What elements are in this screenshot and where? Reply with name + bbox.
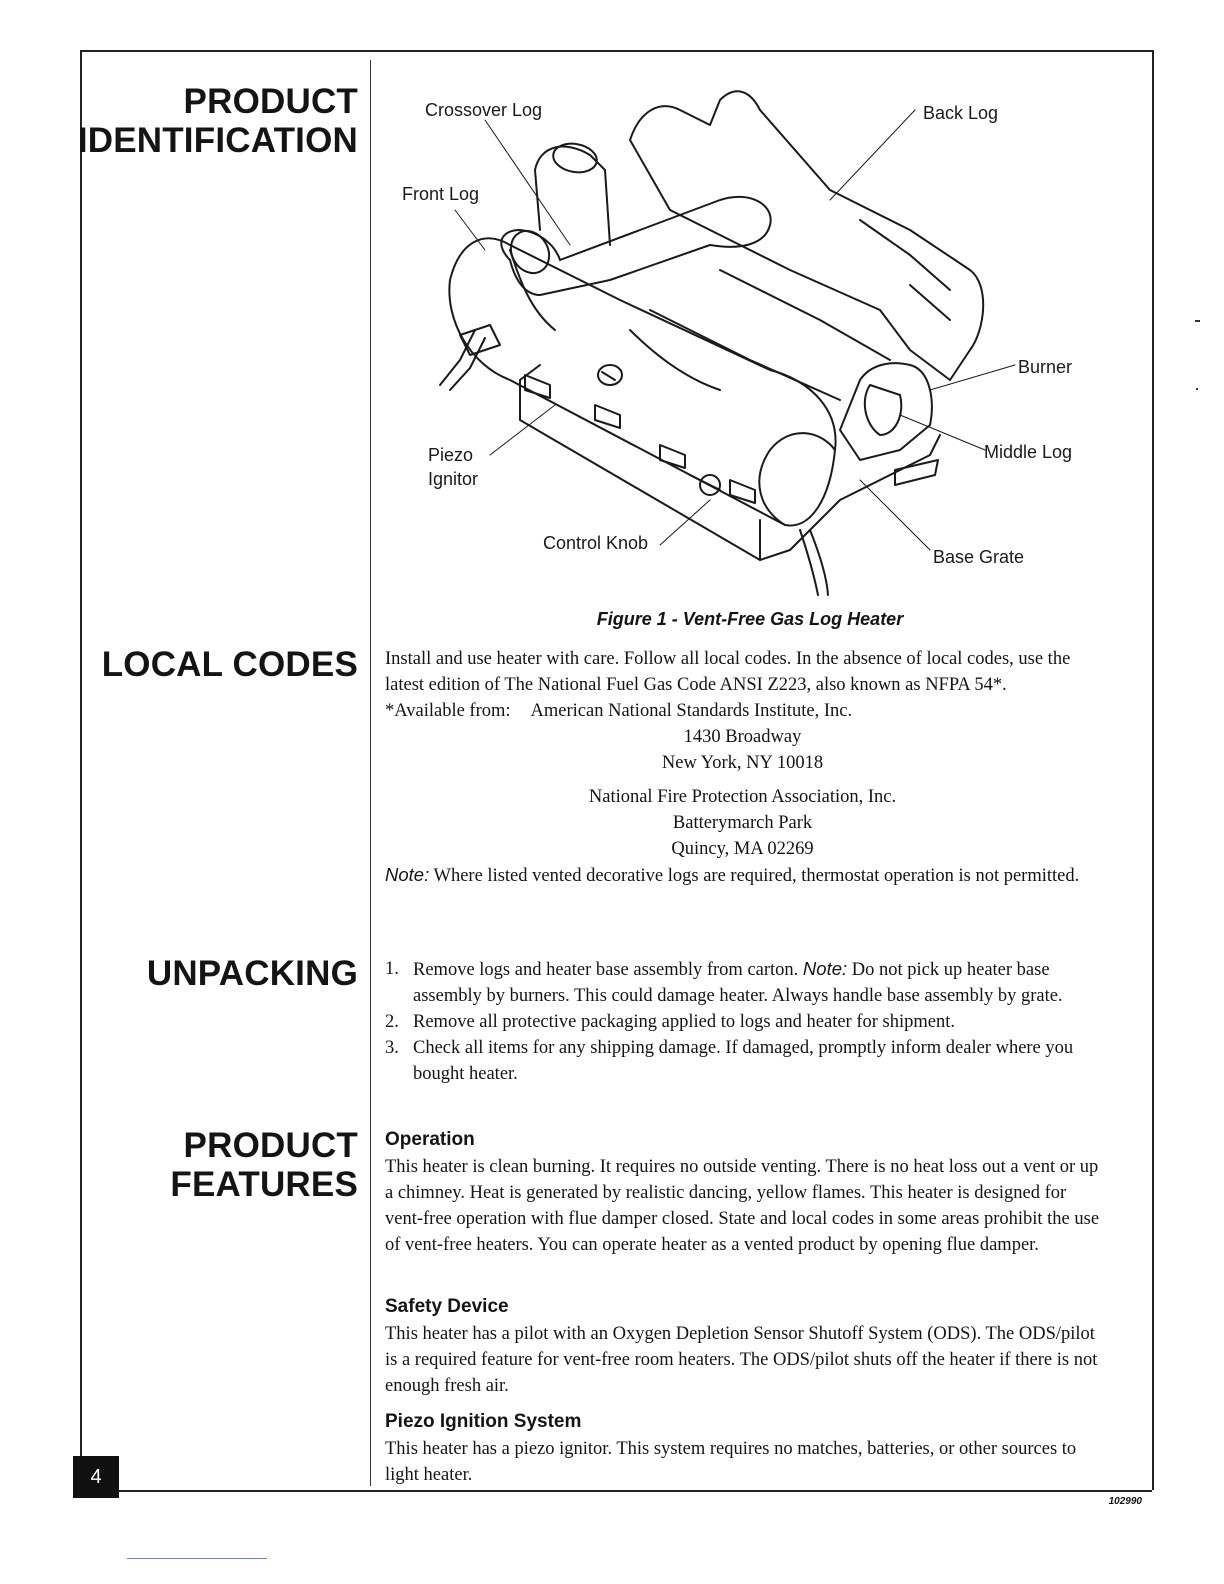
safety-device-text: This heater has a pilot with an Oxygen Depletion Sensor Shutoff System (ODS). The ODS/pilot is a required feature for vent-free room heaters. The ODS/pilot shuts off the heater if there is not enough fresh air. (385, 1324, 1098, 1396)
list-item: 2. Remove all protective packaging applied to logs and heater for shipment. (385, 1012, 955, 1032)
label-piezo: Piezo (428, 445, 474, 465)
page-frame-left (80, 50, 82, 1490)
burner-shape (650, 270, 890, 400)
middle-log-shape (840, 363, 932, 460)
label-crossover-log: Crossover Log (425, 100, 543, 120)
heading-product-features: PRODUCT FEATURES (170, 1126, 358, 1204)
page-number: 4 (73, 1456, 119, 1498)
heading-local-codes: LOCAL CODES (101, 645, 358, 684)
back-log-shape (630, 91, 983, 380)
label-middle-log: Middle Log (984, 442, 1073, 462)
safety-device-heading: Safety Device (385, 1296, 509, 1317)
gas-log-heater-illustration (390, 80, 1110, 610)
label-burner: Burner (1018, 357, 1073, 377)
label-back-log: Back Log (923, 103, 999, 123)
heading-product-identification: PRODUCT IDENTIFICATION (77, 82, 358, 160)
org2-street: Batterymarch Park (672, 813, 813, 833)
label-ignitor: Ignitor (428, 469, 479, 489)
available-from-line: *Available from: American National Standards Institute, Inc. (385, 701, 853, 721)
label-base-grate: Base Grate (933, 547, 1025, 567)
piezo-ignition-heading: Piezo Ignition System (385, 1411, 582, 1432)
blue-rule (127, 1558, 267, 1559)
operation-heading: Operation (385, 1129, 475, 1150)
page-frame-top (80, 50, 1152, 52)
local-codes-intro: Install and use heater with care. Follow all local codes. In the absence of local codes, use the latest edition of The National Fuel Gas Code ANSI Z223, also known as NFPA 54*. (385, 649, 1071, 695)
org1-city: New York, NY 10018 (661, 753, 824, 773)
page-frame-bottom (80, 1490, 1152, 1492)
figure-caption: Figure 1 - Vent-Free Gas Log Heater (596, 609, 904, 629)
scan-speck (1195, 320, 1200, 322)
crossover-log-shape (501, 197, 770, 295)
local-codes-body (385, 646, 1100, 889)
front-log-shape (449, 238, 835, 525)
document-code: 102990 (1108, 1496, 1142, 1507)
operation-text: This heater is clean burning. It requires no outside venting. There is no heat loss out a vent or up a chimney. Heat is generated by realistic dancing, yellow flames. This heater is designed for vent-free operation with flue damper closed. State and local codes in some areas prohibit the use of vent-free heaters. You can operate heater as a vented product by opening flue damper. (385, 1157, 1100, 1255)
org2-name: National Fire Protection Association, Inc. (588, 787, 897, 807)
unpacking-body (385, 956, 1100, 1087)
heading-unpacking: UNPACKING (146, 954, 358, 993)
org1-street: 1430 Broadway (683, 727, 802, 747)
local-codes-note: Note: Where listed vented decorative logs are required, thermostat operation is not permitted. (385, 864, 1080, 886)
list-item: 3. Check all items for any shipping damage. If damaged, promptly inform dealer where you bought heater. (385, 1038, 1074, 1084)
label-front-log: Front Log (402, 184, 480, 204)
org2-city: Quincy, MA 02269 (671, 839, 814, 859)
column-divider (370, 60, 371, 1486)
list-item: 1. Remove logs and heater base assembly from carton. Note: Do not pick up heater base assembly by burners. This could damage heater. Always handle base assembly by grate. (385, 958, 1063, 1006)
scan-speck (1196, 388, 1198, 390)
org1-name: American National Standards Institute, Inc. (530, 701, 853, 721)
piezo-ignition-text: This heater has a piezo ignitor. This system requires no matches, batteries, or other sources to light heater. (385, 1439, 1077, 1485)
label-control-knob: Control Knob (543, 533, 649, 553)
page-frame-right (1152, 50, 1154, 1490)
